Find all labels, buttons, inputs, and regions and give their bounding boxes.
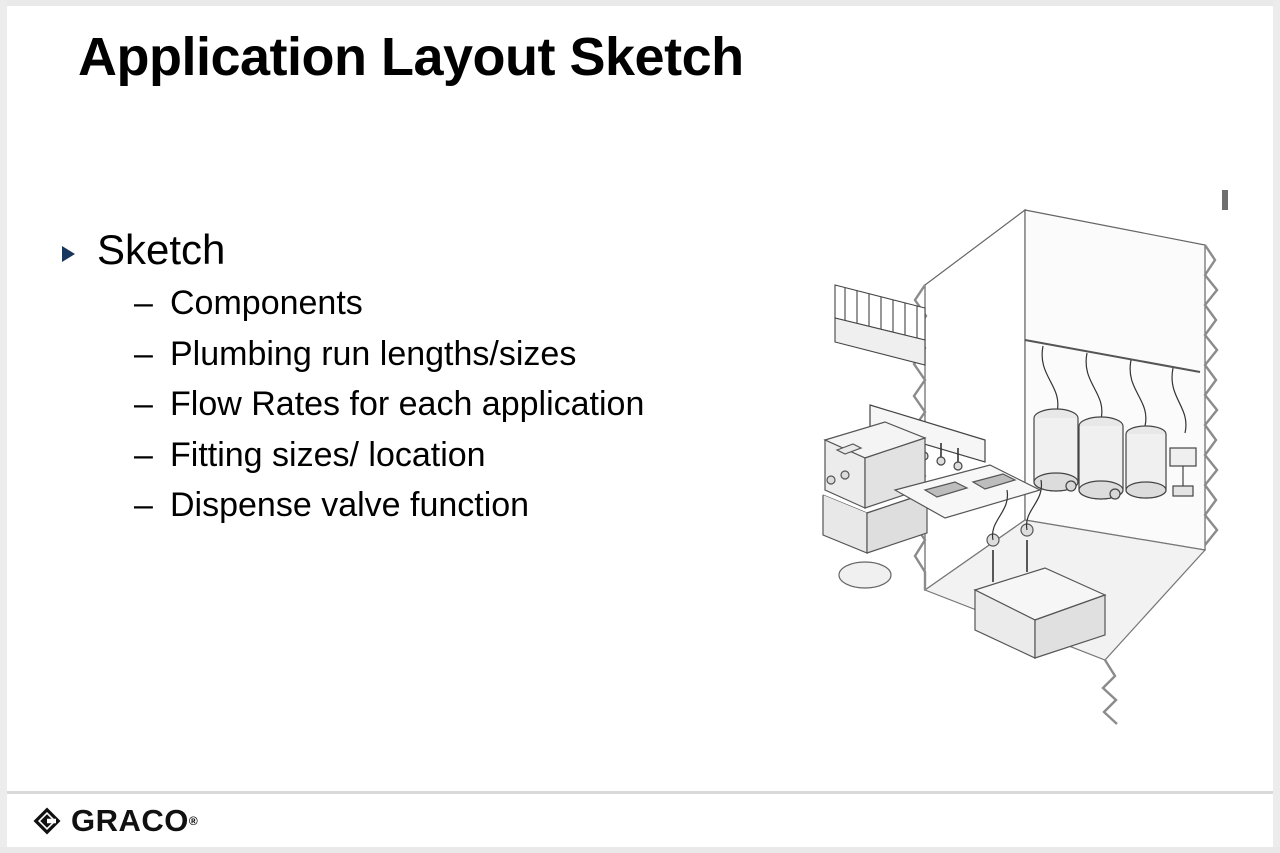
dash-bullet-icon: – xyxy=(134,334,153,373)
bullet-list xyxy=(62,226,762,535)
dash-bullet-icon: – xyxy=(134,435,153,474)
bullet-level2-label: Components xyxy=(170,284,363,323)
bullet-level2 xyxy=(134,484,762,527)
slide-edge-right xyxy=(1273,0,1280,853)
page-title: Application Layout Sketch xyxy=(78,27,744,87)
bullet-level1-label: Sketch xyxy=(97,226,226,273)
trademark-symbol: ® xyxy=(188,813,198,828)
graco-diamond-logo-icon xyxy=(32,806,62,836)
layout-sketch-illustration xyxy=(775,190,1245,735)
triangle-bullet-icon xyxy=(62,246,75,262)
slide-edge-bottom xyxy=(0,847,1280,853)
sub-bullet-list xyxy=(62,282,762,527)
bullet-level2-label: Plumbing run lengths/sizes xyxy=(170,334,577,373)
bullet-level2 xyxy=(134,282,762,325)
dash-bullet-icon: – xyxy=(134,284,153,323)
brand-name: GRACO xyxy=(71,802,189,838)
dash-bullet-icon: – xyxy=(134,385,153,424)
bullet-level2-label: Flow Rates for each application xyxy=(170,385,645,424)
bullet-level2 xyxy=(134,434,762,477)
bullet-level2-label: Fitting sizes/ location xyxy=(170,435,486,474)
slide-footer xyxy=(7,794,1273,847)
dash-bullet-icon: – xyxy=(134,486,153,525)
bullet-level2-label: Dispense valve function xyxy=(170,486,530,525)
bullet-level1 xyxy=(62,226,762,274)
graco-logo xyxy=(32,803,198,839)
bullet-level2 xyxy=(134,383,762,426)
slide-edge-left xyxy=(0,0,7,853)
bullet-level2 xyxy=(134,333,762,376)
